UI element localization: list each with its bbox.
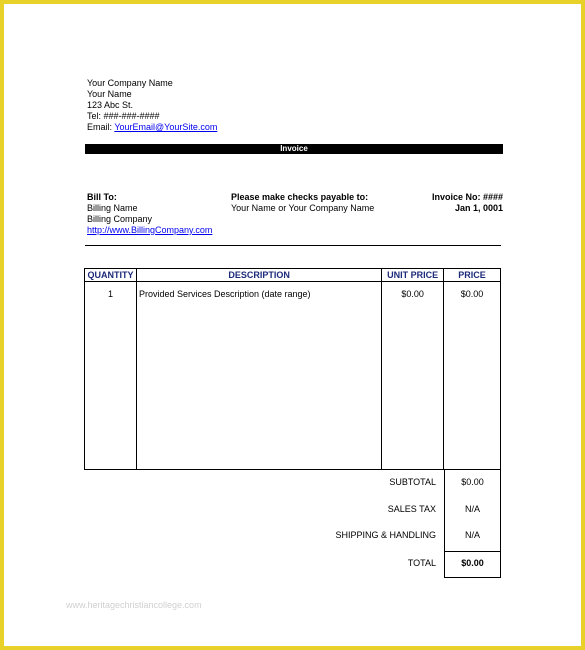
company-street: 123 Abc St. [87, 100, 134, 110]
sales-tax-label: SALES TAX [387, 504, 436, 514]
invoice-date: Jan 1, 0001 [454, 203, 503, 213]
payable-value: Your Name or Your Company Name [231, 203, 375, 213]
header-price: PRICE [444, 269, 501, 282]
shipping-label: SHIPPING & HANDLING [335, 530, 436, 540]
invoice-title-bar: Invoice [85, 144, 503, 154]
cell-unit-price: $0.00 [382, 282, 444, 470]
email-link[interactable]: YourEmail@YourSite.com [114, 122, 218, 132]
watermark-text: www.heritagechristiancollege.com [66, 600, 202, 610]
company-block [87, 78, 217, 133]
header-quantity: QUANTITY [85, 269, 137, 282]
total-value: $0.00 [461, 558, 484, 568]
billing-name: Billing Name [87, 203, 138, 213]
bill-to-block [87, 192, 212, 236]
subtotal-label: SUBTOTAL [389, 477, 436, 487]
billing-company: Billing Company [87, 214, 153, 224]
email-label: Email: [87, 122, 115, 132]
payable-heading: Please make checks payable to: [231, 192, 369, 202]
subtotal-value: $0.00 [461, 477, 484, 487]
table-header-row [85, 269, 501, 282]
cell-quantity: 1 [85, 282, 137, 470]
items-table [84, 268, 501, 470]
totals-separator [445, 551, 500, 552]
total-label: TOTAL [407, 558, 436, 568]
header-unit-price: UNIT PRICE [382, 269, 444, 282]
header-description: DESCRIPTION [136, 269, 381, 282]
invoice-number: Invoice No: #### [431, 192, 503, 202]
table-row [85, 282, 501, 470]
payable-block [231, 192, 374, 214]
company-contact: Your Name [87, 89, 132, 99]
cell-description: Provided Services Description (date range) [136, 282, 381, 470]
company-tel: Tel: ###-###-#### [87, 111, 160, 121]
sales-tax-value: N/A [464, 504, 480, 514]
invoice-number-block [432, 192, 503, 214]
company-email-line [87, 122, 217, 133]
shipping-value: N/A [464, 530, 480, 540]
cell-price: $0.00 [444, 282, 501, 470]
bill-to-heading: Bill To: [87, 192, 117, 202]
company-name: Your Company Name [87, 78, 173, 88]
divider-line [85, 245, 501, 246]
billing-url-link[interactable]: http://www.BillingCompany.com [87, 225, 213, 235]
